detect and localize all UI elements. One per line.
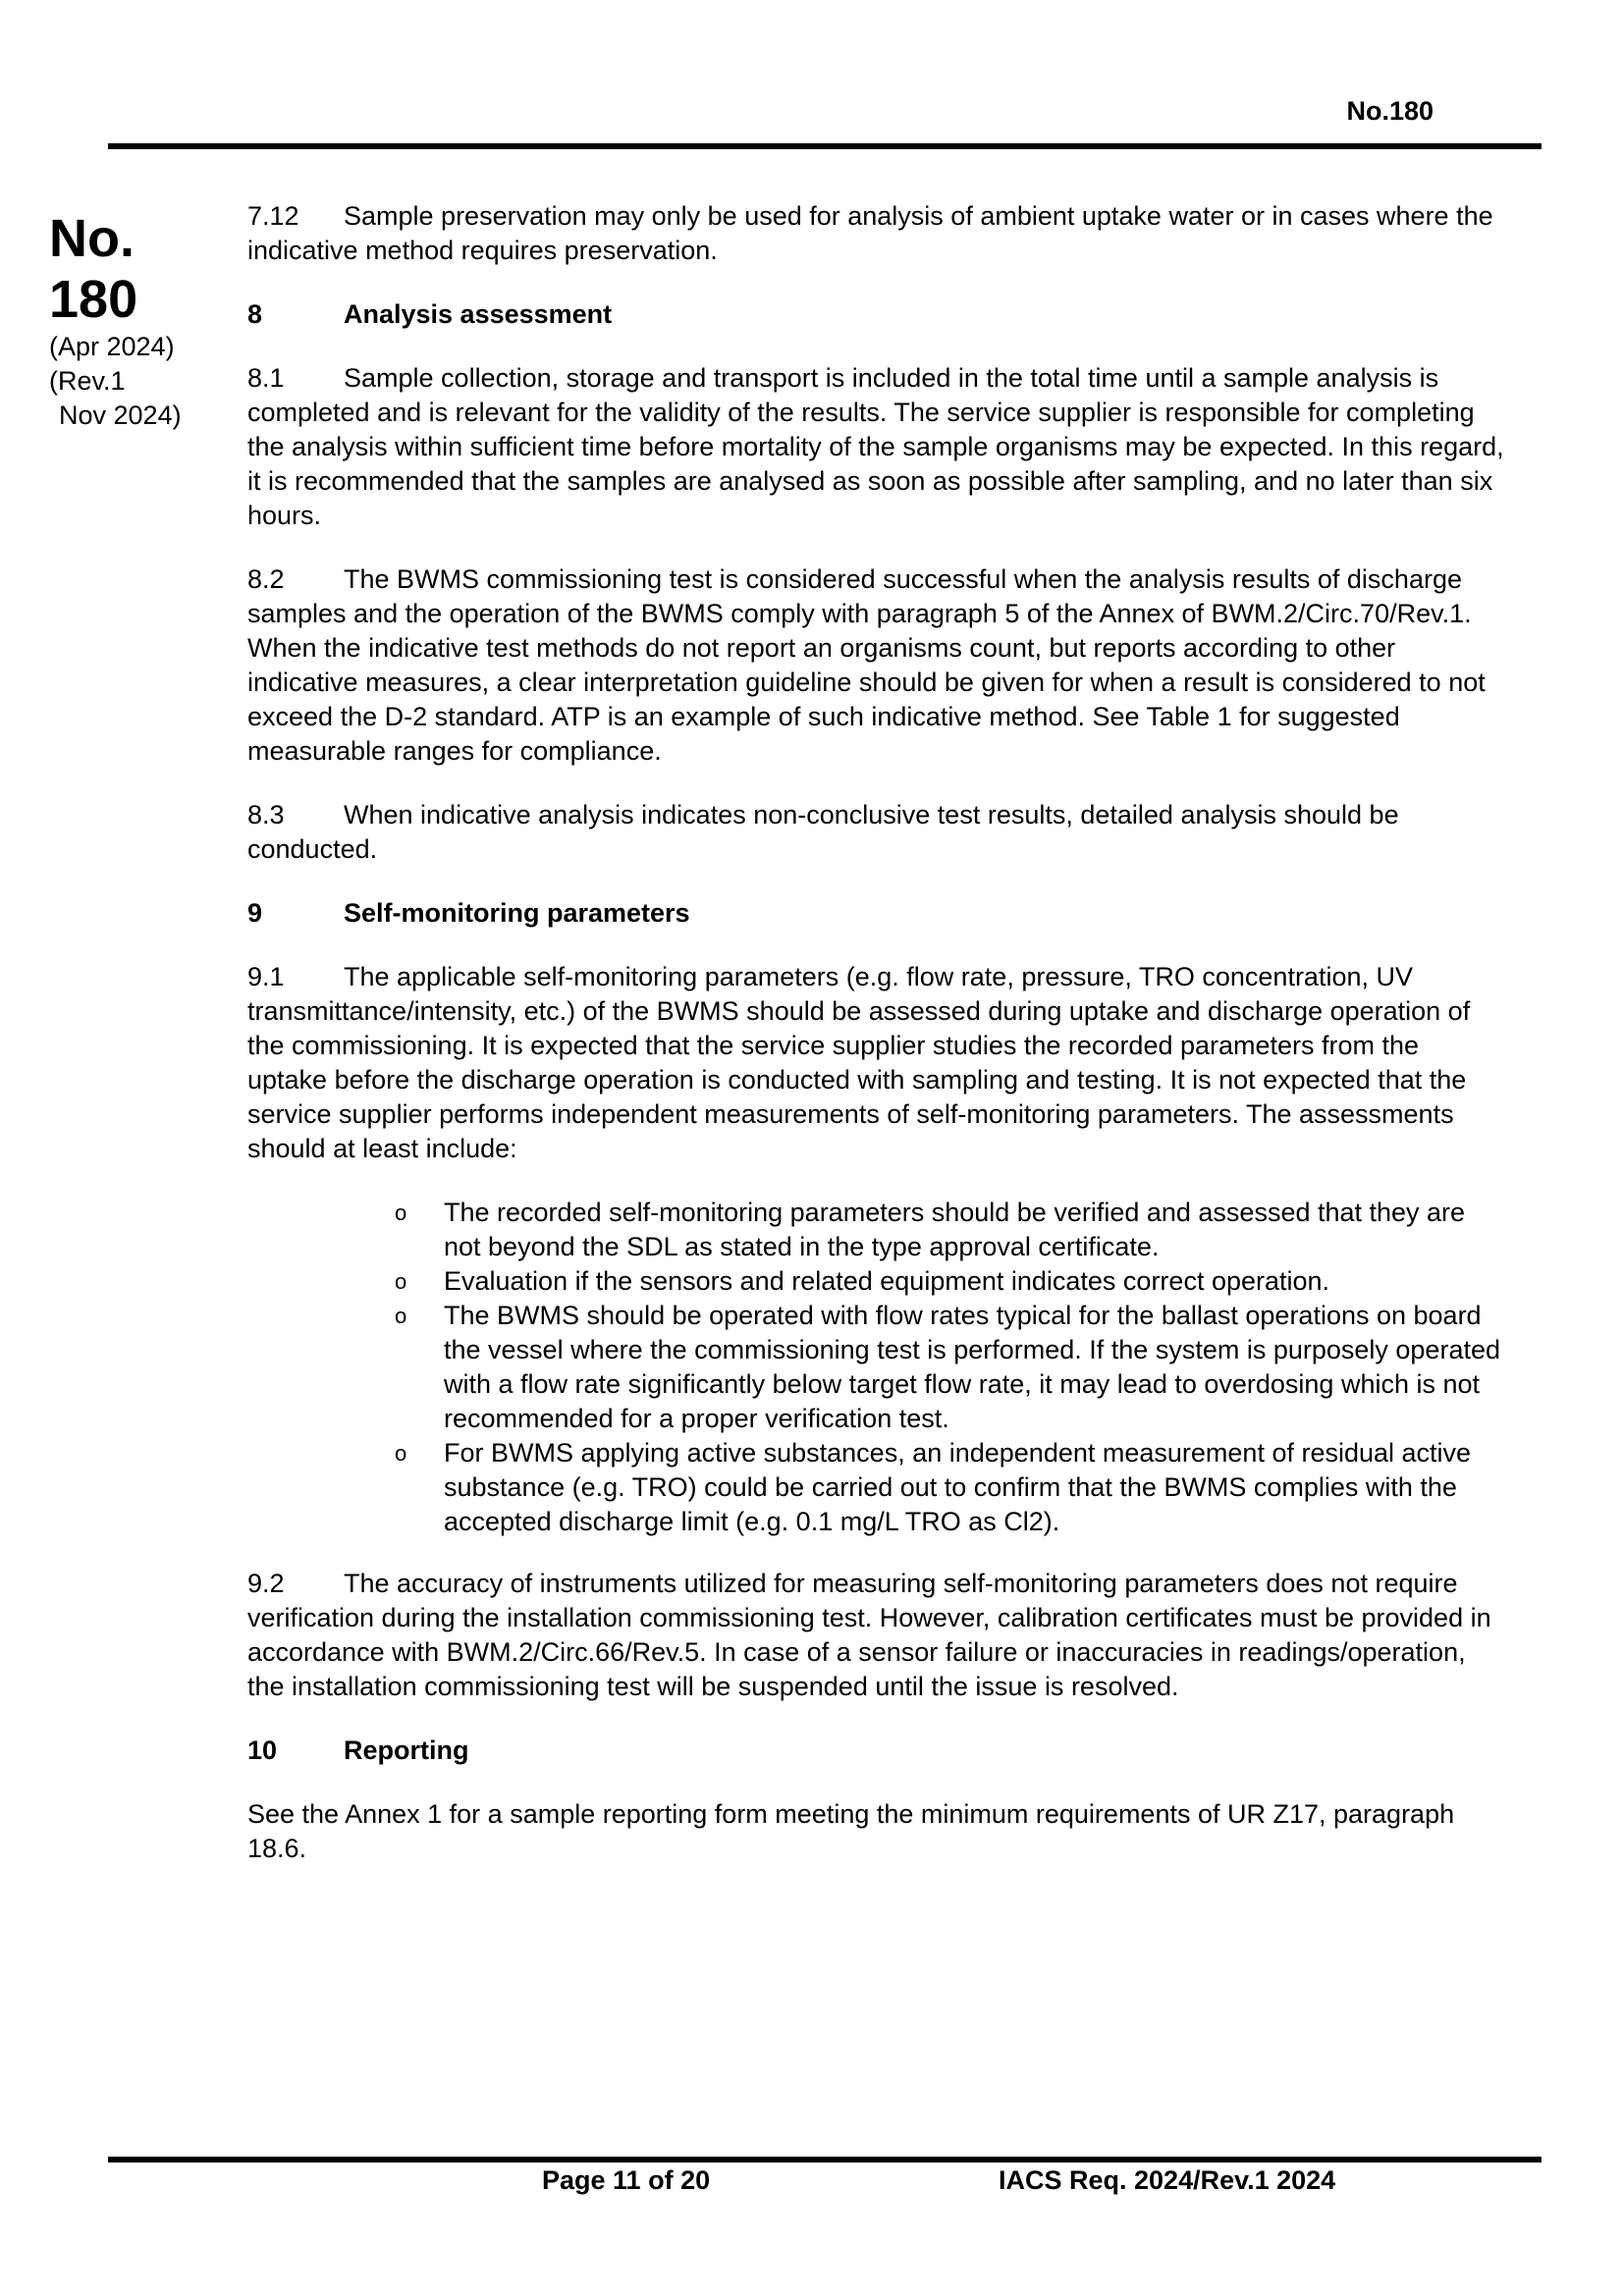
paragraph-number: 8.3 — [247, 800, 285, 829]
paragraph-text: Sample preservation may only be used for analysis of ambient uptake water or in cases where the indicative method requires preservation. — [247, 201, 1493, 265]
list-item-text: For BWMS applying active substances, an independent measurement of residual active substance (e.g. TRO) could be carried out to confirm that the BWMS complies with the accepted discharge limit (e.g. 0.1 mg/L TRO as Cl2). — [444, 1438, 1472, 1536]
margin-requirement-id — [49, 208, 206, 433]
list-item — [395, 1196, 1504, 1264]
margin-no-label: No. — [49, 209, 135, 268]
section-number: 10 — [247, 1735, 278, 1765]
paragraph-number: 8.2 — [247, 564, 285, 594]
paragraph-9-1 — [247, 960, 1504, 1166]
paragraph-text: When indicative analysis indicates non-conclusive test results, detailed analysis should be conducted. — [247, 800, 1399, 864]
assessment-bullet-list — [247, 1196, 1504, 1539]
paragraph-8-3 — [247, 798, 1504, 867]
paragraph-text: See the Annex 1 for a sample reporting form meeting the minimum requirements of UR Z17, paragraph 18.6. — [247, 1799, 1455, 1863]
paragraph-10 — [247, 1797, 1504, 1866]
paragraph-9-2 — [247, 1567, 1504, 1704]
section-number: 9 — [247, 898, 263, 928]
header-document-number: No.180 — [1346, 96, 1434, 126]
section-number: 8 — [247, 299, 263, 329]
header-rule — [108, 143, 1542, 149]
paragraph-text: Sample collection, storage and transport is included in the total time until a sample analysis is completed and is relevant for the validity of the results. The service supplier is responsible for completing the analysis within sufficient time before mortality of the sample organisms may be expected. In this regard, it is recommended that the samples are analysed as soon as possible after sampling, and no later than six hours. — [247, 363, 1504, 530]
list-item — [395, 1264, 1504, 1299]
footer-rule — [108, 2157, 1542, 2163]
footer-page-number: Page 11 of 20 — [542, 2165, 711, 2195]
list-item — [395, 1436, 1504, 1539]
paragraph-number: 7.12 — [247, 201, 299, 231]
list-item-text: Evaluation if the sensors and related equipment indicates correct operation. — [444, 1266, 1330, 1296]
section-title: Reporting — [344, 1735, 469, 1765]
margin-date-line: Nov 2024) — [59, 400, 182, 430]
paragraph-8-1 — [247, 361, 1504, 533]
paragraph-7-12 — [247, 199, 1504, 268]
section-heading-10 — [247, 1734, 1504, 1768]
paragraph-text: The applicable self-monitoring parameters (e.g. flow rate, pressure, TRO concentration, UV transmittance/intensity, etc.) of the BWMS should be assessed during uptake and discharge operation of the commissioning. It is expected that the service supplier studies the recorded parameters from the uptake before the discharge operation is conducted with sampling and testing. It is not expected that the service supplier performs independent measurements of self-monitoring parameters. The assessments should at least include: — [247, 962, 1471, 1163]
list-item-text: The recorded self-monitoring parameters should be verified and assessed that they are not beyond the SDL as stated in the type approval certificate. — [444, 1198, 1466, 1261]
section-title: Self-monitoring parameters — [344, 898, 690, 928]
paragraph-8-2 — [247, 562, 1504, 769]
margin-number: 180 — [49, 270, 138, 329]
list-item — [395, 1299, 1504, 1436]
section-heading-9 — [247, 896, 1504, 931]
bullet-circle-icon: o — [395, 1269, 407, 1294]
paragraph-text: The BWMS commissioning test is considered successful when the analysis results of discharge samples and the operation of the BWMS comply with paragraph 5 of the Annex of BWM.2/Circ.70/Rev.1. When the indicative test methods do not report an organisms count, but reports according to other indicative measures, a clear interpretation guideline should be given for when a result is considered to not exceed the D-2 standard. ATP is an example of such indicative method. See Table 1 for suggested measurable ranges for compliance. — [247, 564, 1486, 766]
paragraph-number: 8.1 — [247, 363, 285, 393]
document-body — [247, 199, 1504, 1896]
section-heading-8 — [247, 297, 1504, 332]
bullet-circle-icon: o — [395, 1441, 407, 1466]
margin-date-line: (Rev.1 — [49, 366, 126, 396]
paragraph-number: 9.1 — [247, 962, 285, 991]
section-title: Analysis assessment — [344, 299, 613, 329]
list-item-text: The BWMS should be operated with flow rates typical for the ballast operations on board the vessel where the commissioning test is performed. If the system is purposely operated with a flow rate significantly below target flow rate, it may lead to overdosing which is not recommended for a proper verification test. — [444, 1301, 1500, 1433]
paragraph-text: The accuracy of instruments utilized for measuring self-monitoring parameters does not require verification during the installation commissioning test. However, calibration certificates must be provided in accordance with BWM.2/Circ.66/Rev.5. In case of a sensor failure or inaccuracies in readings/operation, the installation commissioning test will be suspended until the issue is resolved. — [247, 1569, 1491, 1701]
bullet-circle-icon: o — [395, 1201, 407, 1225]
footer-reference: IACS Req. 2024/Rev.1 2024 — [999, 2165, 1336, 2195]
margin-date-line: (Apr 2024) — [49, 332, 175, 361]
bullet-circle-icon: o — [395, 1304, 407, 1328]
paragraph-number: 9.2 — [247, 1569, 285, 1598]
